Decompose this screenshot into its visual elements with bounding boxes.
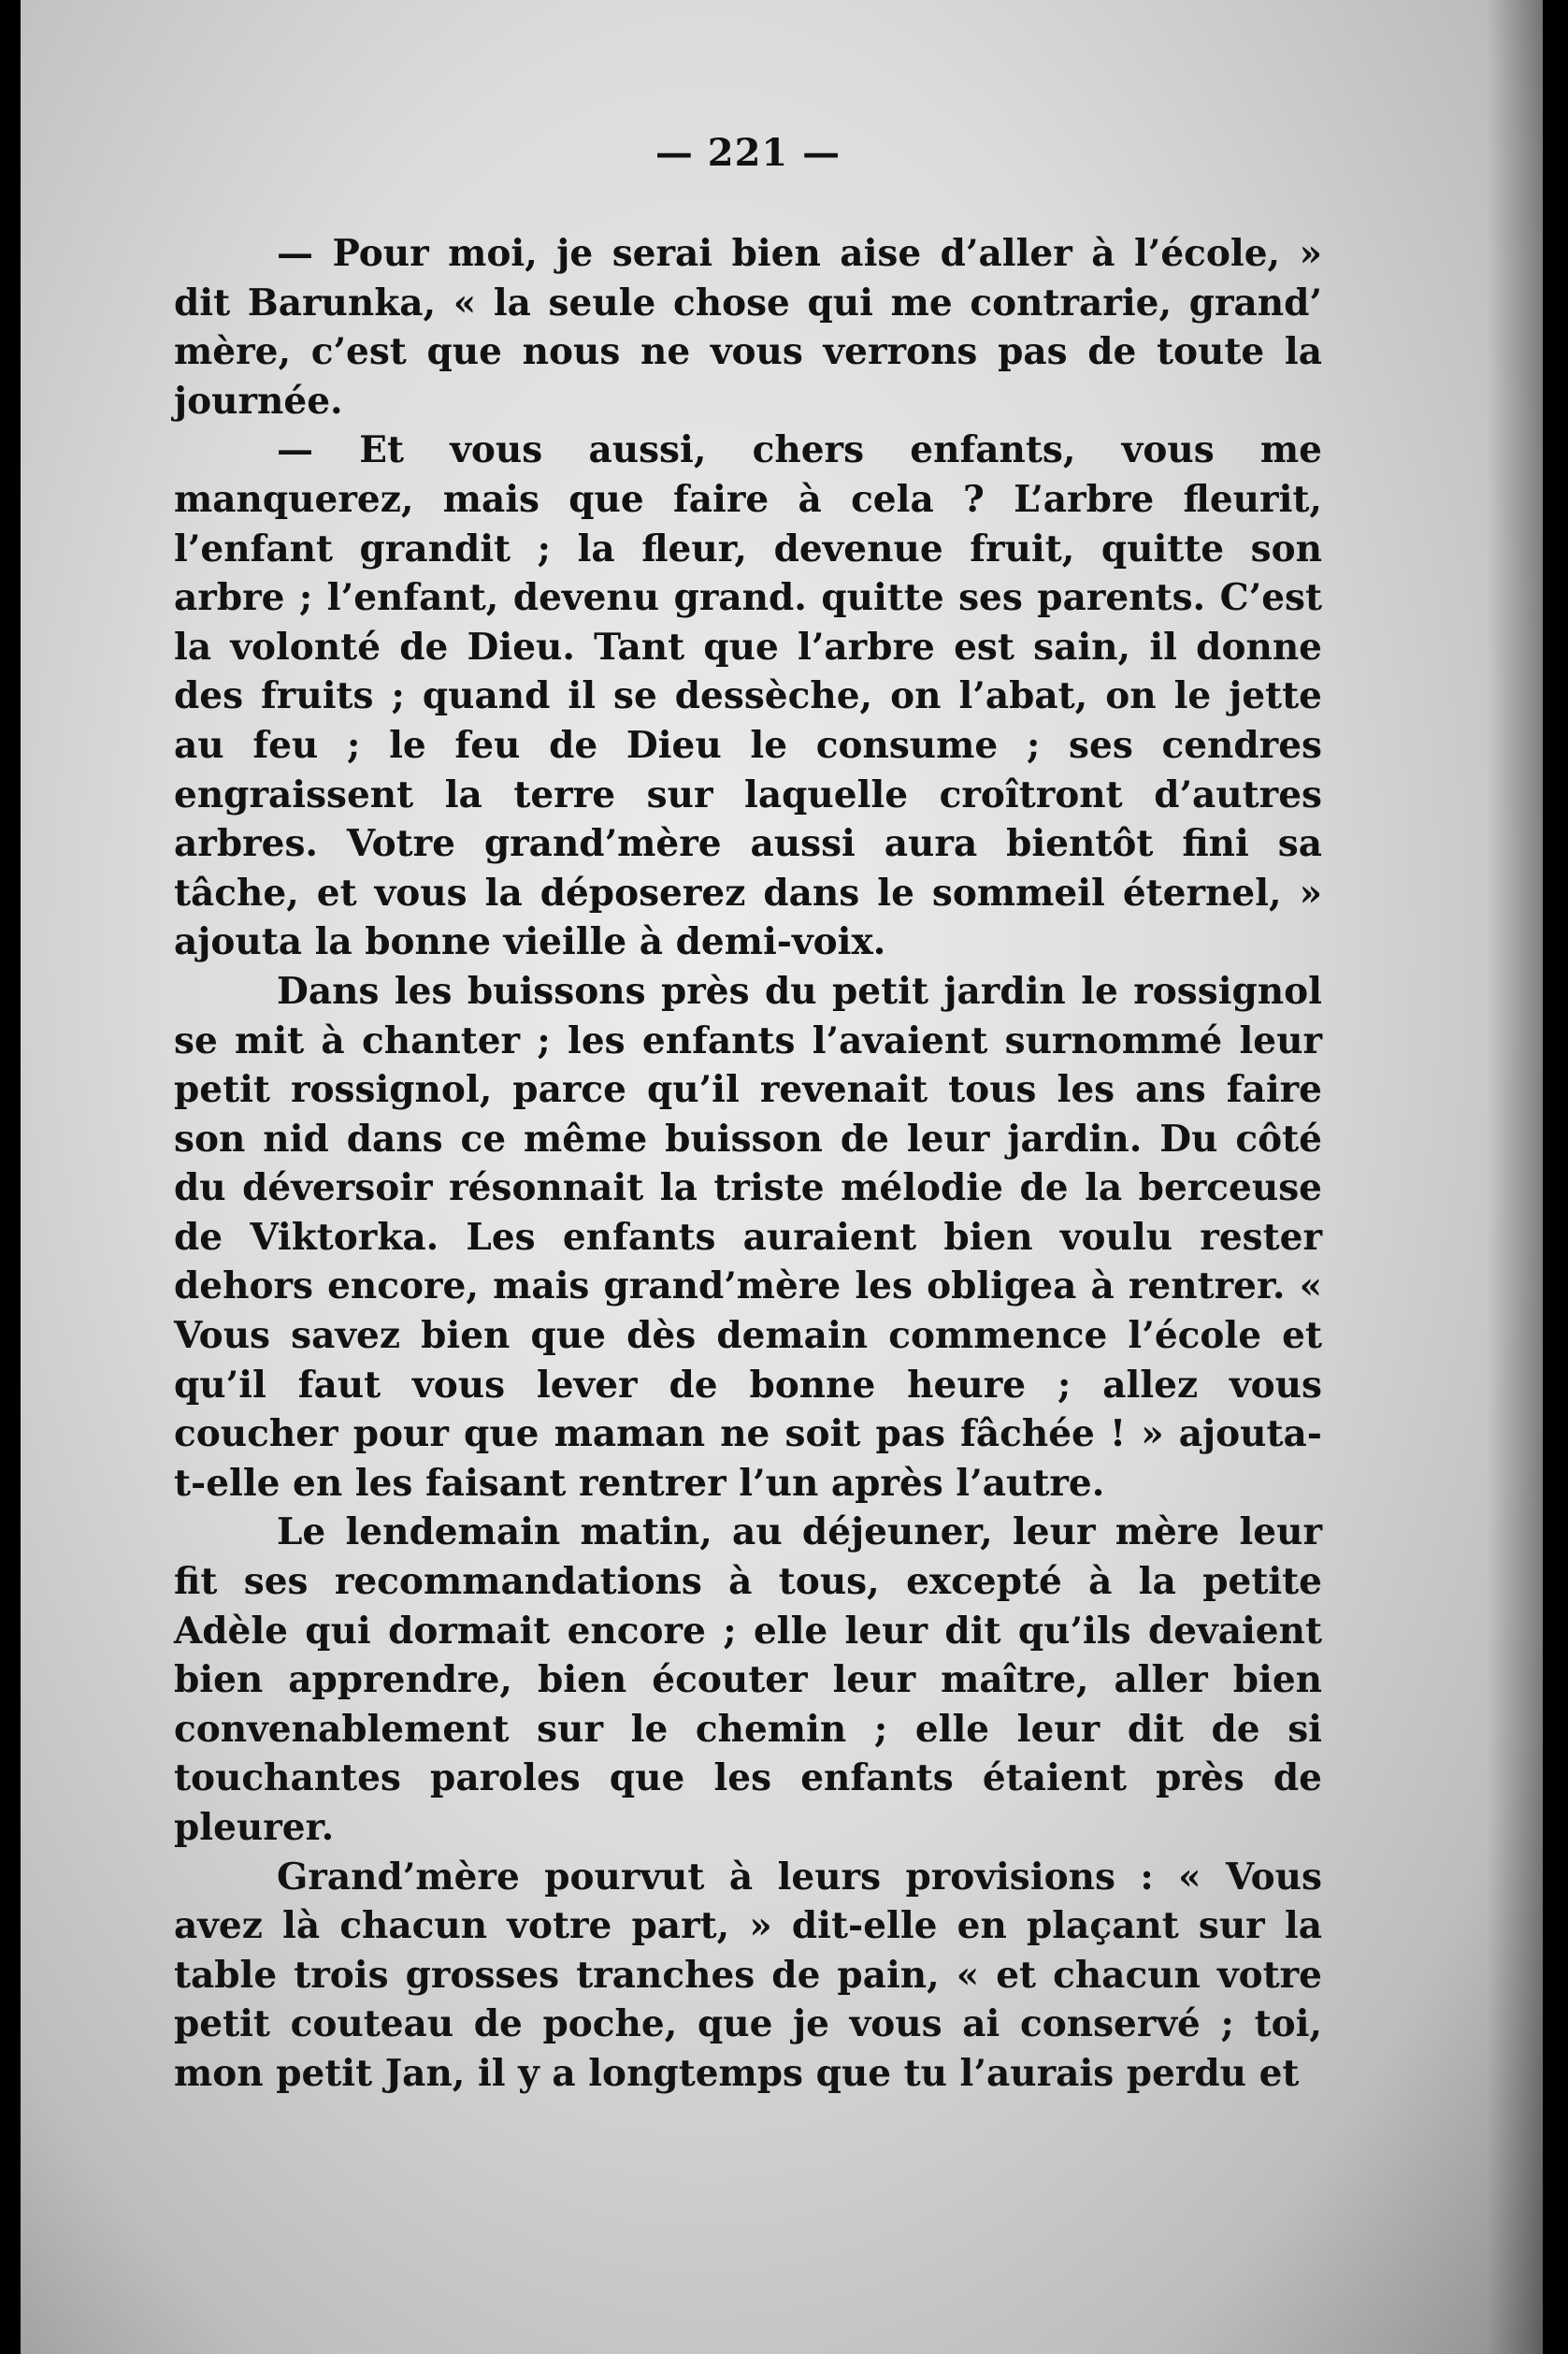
paragraph-4: Le lendemain matin, au déjeuner, leur mère leur fit ses recommandations à tous, excepté à la petite Adèle qui dormait encore ; elle leur dit qu’ils devaient bien apprendre, bien écouter leur maître, aller bien convenablement sur le chemin ; elle leur dit de si touchantes paroles que les enfants étaient près de pleurer. <box>174 1510 1322 1849</box>
page-content <box>174 131 1322 2099</box>
binding-edge <box>0 0 13 2354</box>
page-number: — 221 — <box>655 131 842 175</box>
paragraph-3: Dans les buissons près du petit jardin le rossignol se mit à chanter ; les enfants l’avaient surnommé leur petit rossignol, parce qu’il revenait tous les ans faire son nid dans ce même buisson de leur jardin. Du côté du déversoir résonnait la triste mélodie de la berceuse de Viktorka. Les enfants auraient bien voulu rester dehors encore, mais grand’mère les obligea à rentrer. « Vous savez bien que dès demain commence l’école et qu’il faut vous lever de bonne heure ; allez vous coucher pour que maman ne soit pas fâchée ! » ajouta-t-elle en les faisant rentrer l’un après l’autre. <box>174 969 1322 1505</box>
paragraph-5: Grand’mère pourvut à leurs provisions : « Vous avez là chacun votre part, » dit-elle en plaçant sur la table trois grosses tranches de pain, « et chacun votre petit couteau de poche, que je vous ai conservé ; toi, mon petit Jan, il y a longtemps que tu l’aurais perdu et <box>174 1855 1322 2095</box>
paragraph-1: — Pour moi, je serai bien aise d’aller à l’école, » dit Barunka, « la seule chose qui me contrarie, grand’ mère, c’est que nous ne vous verrons pas de toute la journée. <box>174 232 1322 423</box>
paragraph-2: — Et vous aussi, chers enfants, vous me manquerez, mais que faire à cela ? L’arbre fleurit, l’enfant grandit ; la fleur, devenue fruit, quitte son arbre ; l’enfant, devenu grand. quitte ses parents. C’est la volonté de Dieu. Tant que l’arbre est sain, il donne des fruits ; quand il se dessèche, on l’abat, on le jette au feu ; le feu de Dieu le consume ; ses cendres engraissent la terre sur laquelle croîtront d’autres arbres. Votre grand’mère aussi aura bientôt fini sa tâche, et vous la déposerez dans le sommeil éternel, » ajouta la bonne vieille à demi-voix. <box>174 428 1322 964</box>
